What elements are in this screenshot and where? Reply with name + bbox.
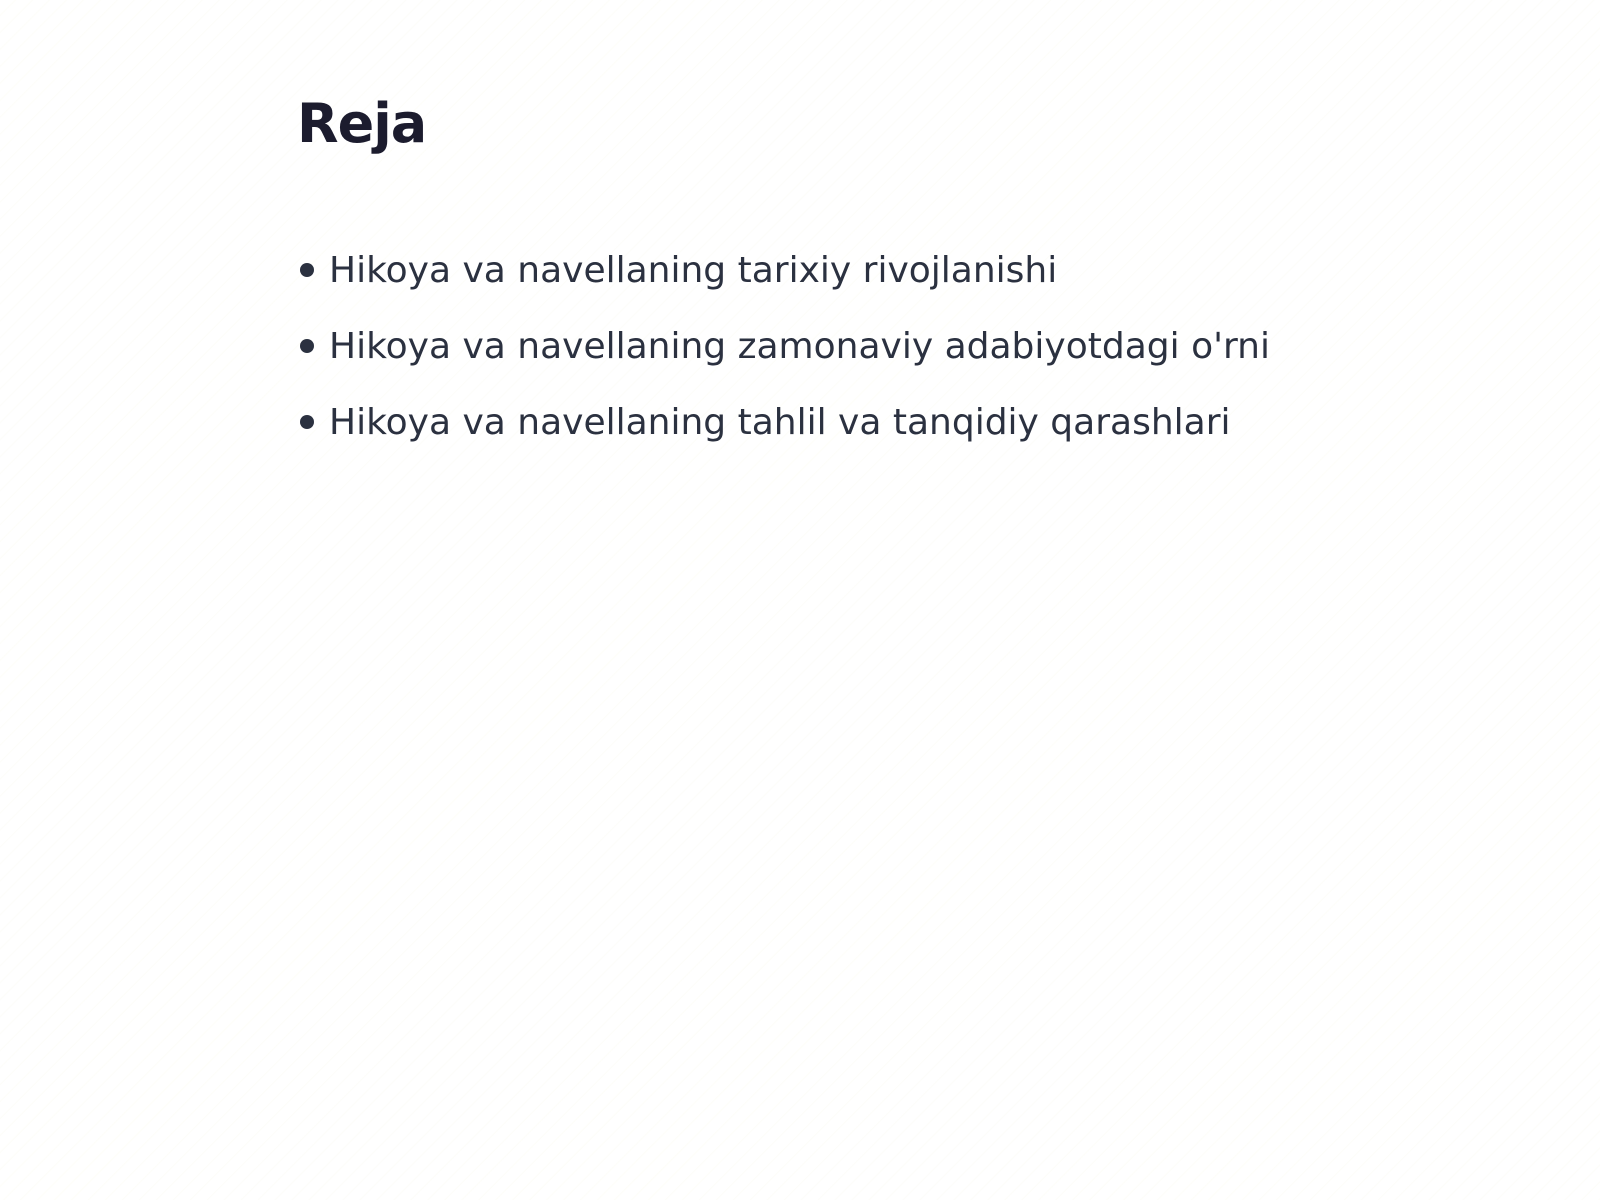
- bullet-list: [300, 232, 1270, 460]
- slide-title: Reja: [297, 92, 427, 155]
- bullet-text: Hikoya va navellaning zamonaviy adabiyotdagi o'rni: [329, 325, 1270, 367]
- bullet-item: [300, 384, 1270, 460]
- bullet-dot-icon: [300, 263, 314, 277]
- bullet-item: [300, 232, 1270, 308]
- bullet-item: [300, 308, 1270, 384]
- bullet-text: Hikoya va navellaning tarixiy rivojlanishi: [329, 249, 1058, 291]
- bullet-dot-icon: [300, 339, 314, 353]
- bullet-dot-icon: [300, 415, 314, 429]
- bullet-text: Hikoya va navellaning tahlil va tanqidiy qarashlari: [329, 401, 1231, 443]
